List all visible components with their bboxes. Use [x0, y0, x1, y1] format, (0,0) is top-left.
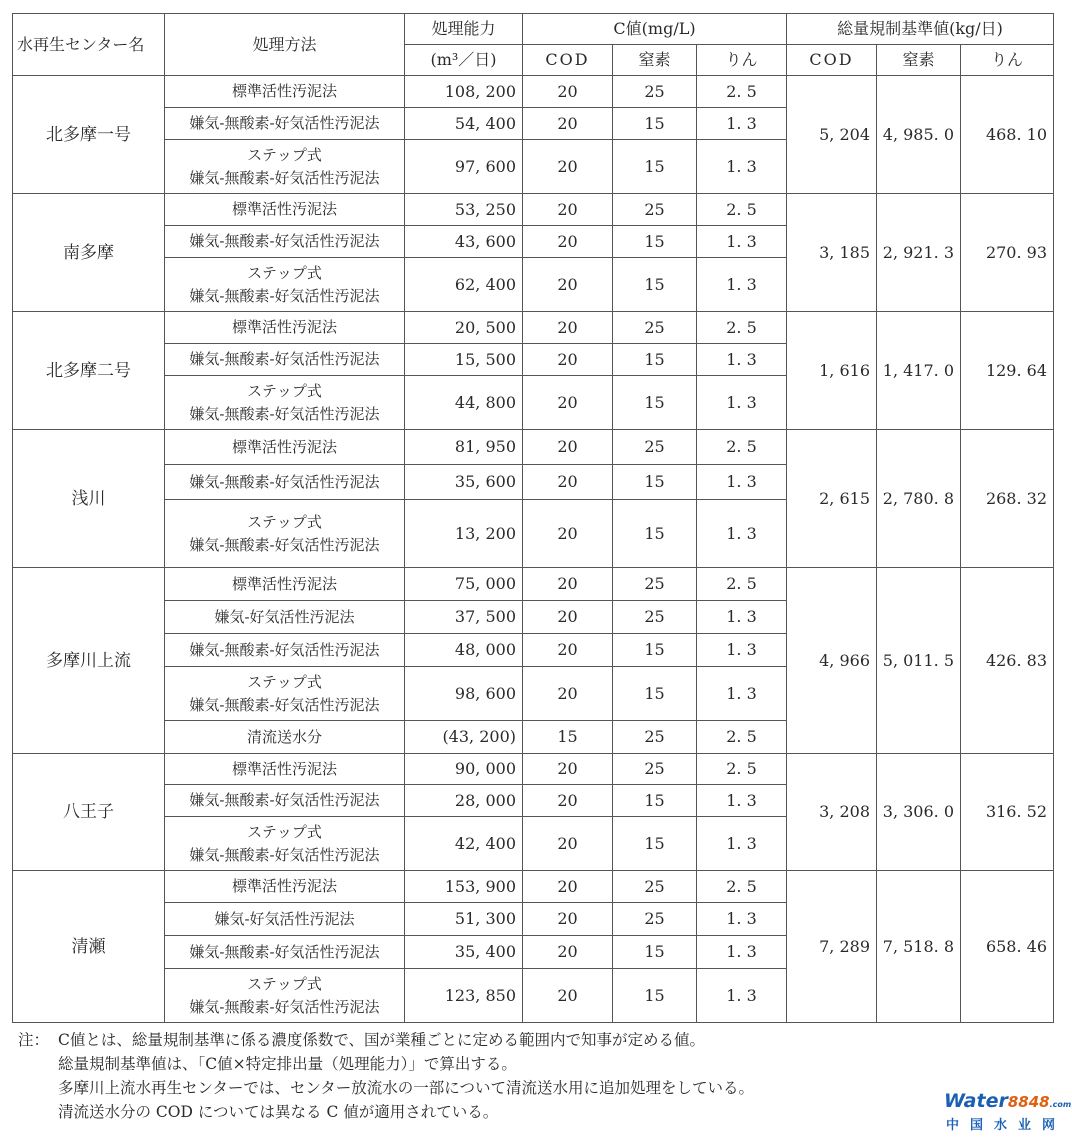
capacity-cell: 53, 250 [405, 194, 523, 226]
table-row [13, 194, 1054, 226]
c-cod-cell: 20 [523, 108, 613, 140]
header-total-nitrogen: 窒素 [877, 45, 961, 76]
c-cod-cell: 20 [523, 226, 613, 258]
watermark-brand-num: 8848 [1007, 1093, 1050, 1111]
c-phosphorus-cell: 1. 3 [697, 936, 787, 969]
c-cod-cell: 20 [523, 344, 613, 376]
method-line: 嫌気-無酸素-好気活性汚泥法 [189, 286, 380, 305]
c-nitrogen-cell: 15 [613, 344, 697, 376]
table-row [13, 430, 1054, 465]
c-phosphorus-cell: 1. 3 [697, 634, 787, 667]
total-nitrogen-cell: 7, 518. 8 [877, 871, 961, 1023]
total-nitrogen-cell: 3, 306. 0 [877, 754, 961, 871]
method-cell [165, 376, 405, 430]
c-nitrogen-cell: 15 [613, 785, 697, 817]
method-line: ステップ式 [247, 822, 322, 841]
c-phosphorus-cell: 1. 3 [697, 969, 787, 1023]
method-line: ステップ式 [247, 672, 322, 691]
c-cod-cell: 20 [523, 754, 613, 785]
total-phosphorus-cell: 316. 52 [961, 754, 1054, 871]
c-nitrogen-cell: 15 [613, 634, 697, 667]
capacity-cell: 153, 900 [405, 871, 523, 903]
center-name-cell: 北多摩一号 [13, 76, 165, 194]
total-nitrogen-cell: 2, 780. 8 [877, 430, 961, 568]
total-cod-cell: 5, 204 [787, 76, 877, 194]
method-line: 嫌気-無酸素-好気活性汚泥法 [189, 168, 380, 187]
c-nitrogen-cell: 25 [613, 194, 697, 226]
c-nitrogen-cell: 25 [613, 76, 697, 108]
capacity-cell: 15, 500 [405, 344, 523, 376]
method-line: 嫌気-無酸素-好気活性汚泥法 [189, 535, 380, 554]
c-phosphorus-cell: 1. 3 [697, 226, 787, 258]
c-nitrogen-cell: 25 [613, 754, 697, 785]
capacity-cell: 123, 850 [405, 969, 523, 1023]
c-nitrogen-cell: 15 [613, 376, 697, 430]
total-cod-cell: 2, 615 [787, 430, 877, 568]
capacity-cell: 108, 200 [405, 76, 523, 108]
c-cod-cell: 20 [523, 500, 613, 568]
method-line: 嫌気-無酸素-好気活性汚泥法 [189, 472, 380, 491]
c-nitrogen-cell: 15 [613, 108, 697, 140]
c-phosphorus-cell: 1. 3 [697, 376, 787, 430]
total-phosphorus-cell: 268. 32 [961, 430, 1054, 568]
method-line: 嫌気-好気活性汚泥法 [214, 607, 355, 626]
method-cell [165, 667, 405, 721]
method-cell [165, 76, 405, 108]
method-cell [165, 258, 405, 312]
method-cell [165, 430, 405, 465]
note-line: 総量規制基準値は、「C値×特定排出量（処理能力）」で算出する。 [58, 1055, 517, 1073]
method-line: 標準活性汚泥法 [231, 318, 337, 336]
center-name-cell: 八王子 [13, 754, 165, 871]
method-line: ステップ式 [247, 974, 322, 993]
note-line: 多摩川上流水再生センターでは、センター放流水の一部について清流送水用に追加処理をしている。 [58, 1079, 754, 1097]
c-nitrogen-cell: 15 [613, 226, 697, 258]
c-phosphorus-cell: 2. 5 [697, 312, 787, 344]
total-phosphorus-cell: 658. 46 [961, 871, 1054, 1023]
method-cell [165, 108, 405, 140]
c-nitrogen-cell: 25 [613, 721, 697, 754]
total-nitrogen-cell: 1, 417. 0 [877, 312, 961, 430]
c-nitrogen-cell: 25 [613, 430, 697, 465]
method-line: 嫌気-無酸素-好気活性汚泥法 [189, 845, 380, 864]
total-nitrogen-cell: 5, 011. 5 [877, 568, 961, 754]
watermark-logo [944, 1090, 1072, 1134]
method-line: 嫌気-無酸素-好気活性汚泥法 [189, 640, 380, 659]
method-cell [165, 754, 405, 785]
c-cod-cell: 20 [523, 601, 613, 634]
table-row [13, 568, 1054, 601]
total-phosphorus-cell: 468. 10 [961, 76, 1054, 194]
c-phosphorus-cell: 1. 3 [697, 785, 787, 817]
method-line: 嫌気-好気活性汚泥法 [214, 909, 355, 928]
capacity-cell: 75, 000 [405, 568, 523, 601]
note-line: 清流送水分の COD については異なる C 値が適用されている。 [58, 1103, 499, 1121]
capacity-cell: 35, 600 [405, 465, 523, 500]
method-line: 標準活性汚泥法 [231, 200, 337, 218]
c-nitrogen-cell: 15 [613, 936, 697, 969]
center-name-cell: 南多摩 [13, 194, 165, 312]
header-total-cod: COD [787, 45, 877, 76]
note-text: C値とは、総量規制基準に係る濃度係数で、国が業種ごとに定める範囲内で知事が定める値。 [58, 1031, 706, 1049]
c-phosphorus-cell: 1. 3 [697, 140, 787, 194]
method-line: ステップ式 [247, 263, 322, 282]
table-body [13, 76, 1054, 1023]
method-cell [165, 903, 405, 936]
capacity-cell: 43, 600 [405, 226, 523, 258]
c-nitrogen-cell: 25 [613, 871, 697, 903]
notes [18, 1028, 918, 1124]
c-phosphorus-cell: 1. 3 [697, 500, 787, 568]
total-cod-cell: 1, 616 [787, 312, 877, 430]
method-cell [165, 785, 405, 817]
header-method: 処理方法 [165, 14, 405, 76]
c-cod-cell: 20 [523, 817, 613, 871]
c-cod-cell: 20 [523, 76, 613, 108]
header-c-value: C値(mg/L) [523, 14, 787, 45]
capacity-cell: 13, 200 [405, 500, 523, 568]
c-phosphorus-cell: 1. 3 [697, 465, 787, 500]
treatment-standards-table-container [12, 13, 1053, 1023]
method-line: ステップ式 [247, 145, 322, 164]
capacity-cell: 97, 600 [405, 140, 523, 194]
c-phosphorus-cell: 2. 5 [697, 871, 787, 903]
total-nitrogen-cell: 4, 985. 0 [877, 76, 961, 194]
table-row [13, 76, 1054, 108]
c-cod-cell: 20 [523, 936, 613, 969]
method-line: 嫌気-無酸素-好気活性汚泥法 [189, 232, 380, 250]
method-line: ステップ式 [247, 381, 322, 400]
total-nitrogen-cell: 2, 921. 3 [877, 194, 961, 312]
c-phosphorus-cell: 1. 3 [697, 817, 787, 871]
capacity-cell: 48, 000 [405, 634, 523, 667]
capacity-cell: 20, 500 [405, 312, 523, 344]
method-line: 嫌気-無酸素-好気活性汚泥法 [189, 791, 380, 809]
c-phosphorus-cell: 2. 5 [697, 721, 787, 754]
c-phosphorus-cell: 1. 3 [697, 903, 787, 936]
center-name-cell: 清瀬 [13, 871, 165, 1023]
capacity-cell: 28, 000 [405, 785, 523, 817]
c-nitrogen-cell: 15 [613, 969, 697, 1023]
total-phosphorus-cell: 129. 64 [961, 312, 1054, 430]
method-line: ステップ式 [247, 512, 322, 531]
method-cell [165, 465, 405, 500]
c-phosphorus-cell: 2. 5 [697, 194, 787, 226]
method-cell [165, 226, 405, 258]
total-cod-cell: 3, 185 [787, 194, 877, 312]
center-name-cell: 多摩川上流 [13, 568, 165, 754]
c-nitrogen-cell: 15 [613, 465, 697, 500]
total-cod-cell: 4, 966 [787, 568, 877, 754]
c-nitrogen-cell: 25 [613, 903, 697, 936]
table-row [13, 871, 1054, 903]
method-cell [165, 871, 405, 903]
c-cod-cell: 20 [523, 430, 613, 465]
header-center-name: 水再生センター名 [13, 14, 165, 76]
method-line: 嫌気-無酸素-好気活性汚泥法 [189, 350, 380, 368]
capacity-cell: 51, 300 [405, 903, 523, 936]
method-line: 嫌気-無酸素-好気活性汚泥法 [189, 997, 380, 1016]
watermark-brand-main: Water [944, 1090, 1008, 1112]
method-cell [165, 344, 405, 376]
method-line: 嫌気-無酸素-好気活性汚泥法 [189, 404, 380, 423]
note-line [18, 1028, 918, 1052]
method-cell [165, 500, 405, 568]
c-phosphorus-cell: 2. 5 [697, 568, 787, 601]
capacity-cell: 98, 600 [405, 667, 523, 721]
capacity-cell: 90, 000 [405, 754, 523, 785]
method-cell [165, 969, 405, 1023]
c-nitrogen-cell: 15 [613, 258, 697, 312]
method-line: 標準活性汚泥法 [231, 759, 337, 778]
header-total: 総量規制基準値(kg/日) [787, 14, 1054, 45]
c-cod-cell: 20 [523, 871, 613, 903]
header-c-cod: COD [523, 45, 613, 76]
c-cod-cell: 20 [523, 568, 613, 601]
method-line: 標準活性汚泥法 [231, 82, 337, 100]
c-cod-cell: 20 [523, 258, 613, 312]
method-line: 標準活性汚泥法 [231, 574, 337, 593]
center-name-cell: 浅川 [13, 430, 165, 568]
c-cod-cell: 20 [523, 465, 613, 500]
c-cod-cell: 20 [523, 785, 613, 817]
method-cell [165, 601, 405, 634]
c-cod-cell: 20 [523, 903, 613, 936]
capacity-cell: (43, 200) [405, 721, 523, 754]
capacity-cell: 54, 400 [405, 108, 523, 140]
c-cod-cell: 20 [523, 634, 613, 667]
c-cod-cell: 15 [523, 721, 613, 754]
method-line: 嫌気-無酸素-好気活性汚泥法 [189, 942, 380, 961]
note-label: 注： [18, 1031, 50, 1049]
c-phosphorus-cell: 1. 3 [697, 601, 787, 634]
c-phosphorus-cell: 1. 3 [697, 258, 787, 312]
total-cod-cell: 3, 208 [787, 754, 877, 871]
method-line: 嫌気-無酸素-好気活性汚泥法 [189, 114, 380, 132]
total-phosphorus-cell: 426. 83 [961, 568, 1054, 754]
method-line: 標準活性汚泥法 [231, 437, 337, 456]
header-total-phosphorus: りん [961, 45, 1054, 76]
treatment-standards-table [12, 13, 1054, 1023]
c-cod-cell: 20 [523, 376, 613, 430]
c-cod-cell: 20 [523, 969, 613, 1023]
c-nitrogen-cell: 25 [613, 312, 697, 344]
c-nitrogen-cell: 25 [613, 568, 697, 601]
capacity-cell: 62, 400 [405, 258, 523, 312]
capacity-cell: 37, 500 [405, 601, 523, 634]
header-c-nitrogen: 窒素 [613, 45, 697, 76]
c-phosphorus-cell: 1. 3 [697, 344, 787, 376]
c-nitrogen-cell: 15 [613, 500, 697, 568]
header-capacity: 処理能力 [405, 14, 523, 45]
capacity-cell: 42, 400 [405, 817, 523, 871]
c-phosphorus-cell: 2. 5 [697, 430, 787, 465]
capacity-cell: 44, 800 [405, 376, 523, 430]
c-nitrogen-cell: 25 [613, 601, 697, 634]
c-cod-cell: 20 [523, 194, 613, 226]
center-name-cell: 北多摩二号 [13, 312, 165, 430]
method-cell [165, 634, 405, 667]
table-row [13, 312, 1054, 344]
method-cell [165, 721, 405, 754]
watermark-brand-tld: .com [1049, 1100, 1072, 1109]
capacity-cell: 35, 400 [405, 936, 523, 969]
total-cod-cell: 7, 289 [787, 871, 877, 1023]
c-phosphorus-cell: 1. 3 [697, 667, 787, 721]
c-cod-cell: 20 [523, 140, 613, 194]
method-line: 嫌気-無酸素-好気活性汚泥法 [189, 695, 380, 714]
c-phosphorus-cell: 2. 5 [697, 76, 787, 108]
c-phosphorus-cell: 1. 3 [697, 108, 787, 140]
method-line: 清流送水分 [246, 727, 322, 746]
c-phosphorus-cell: 2. 5 [697, 754, 787, 785]
header-capacity-unit: (m³／日) [405, 45, 523, 76]
watermark-brand [944, 1090, 1071, 1112]
table-row [13, 754, 1054, 785]
method-cell [165, 194, 405, 226]
method-cell [165, 568, 405, 601]
method-cell [165, 817, 405, 871]
total-phosphorus-cell: 270. 93 [961, 194, 1054, 312]
method-cell [165, 140, 405, 194]
header-c-phosphorus: りん [697, 45, 787, 76]
c-nitrogen-cell: 15 [613, 817, 697, 871]
c-cod-cell: 20 [523, 667, 613, 721]
method-cell [165, 936, 405, 969]
watermark-subtitle: 中国水业网 [946, 1118, 1067, 1133]
method-line: 標準活性汚泥法 [231, 877, 337, 895]
method-cell [165, 312, 405, 344]
capacity-cell: 81, 950 [405, 430, 523, 465]
c-nitrogen-cell: 15 [613, 140, 697, 194]
c-cod-cell: 20 [523, 312, 613, 344]
c-nitrogen-cell: 15 [613, 667, 697, 721]
